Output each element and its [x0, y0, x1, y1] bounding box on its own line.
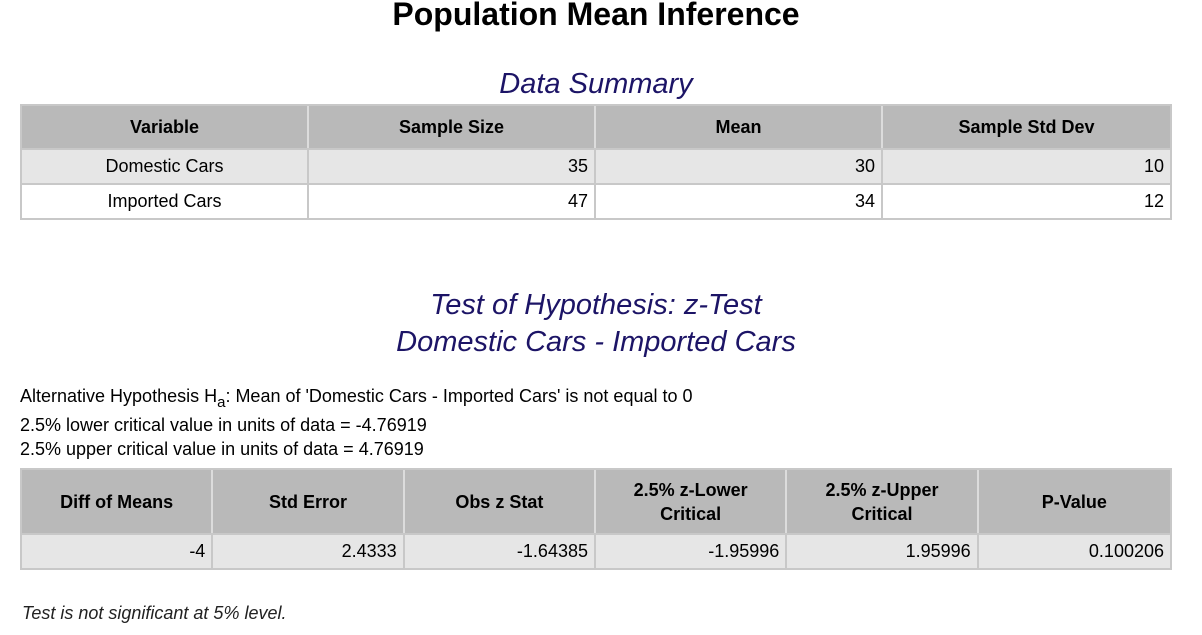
hypothesis-test-table [20, 468, 1172, 570]
cell-diff-of-means: -4 [22, 533, 213, 568]
upper-critical-value-line: 2.5% upper critical value in units of data = 4.76919 [20, 439, 424, 459]
column-header-mean: Mean [596, 106, 883, 148]
column-header-z-upper-critical: 2.5% z-Upper Critical [787, 470, 978, 533]
cell-z-lower-critical: -1.95996 [596, 533, 787, 568]
column-header-std-error: Std Error [213, 470, 404, 533]
column-header-sample-std-dev: Sample Std Dev [883, 106, 1170, 148]
cell-sample-size: 47 [309, 183, 596, 218]
cell-z-upper-critical: 1.95996 [787, 533, 978, 568]
cell-mean: 30 [596, 148, 883, 183]
table-row [22, 533, 1170, 568]
data-summary-title: Data Summary [499, 68, 693, 100]
test-conclusion: Test is not significant at 5% level. [22, 603, 287, 623]
cell-std-dev: 10 [883, 148, 1170, 183]
column-header-variable: Variable [22, 106, 309, 148]
cell-std-dev: 12 [883, 183, 1170, 218]
cell-variable: Domestic Cars [22, 148, 309, 183]
cell-std-error: 2.4333 [213, 533, 404, 568]
table-row [22, 148, 1170, 183]
hypothesis-test-subtitle: Domestic Cars - Imported Cars [396, 326, 796, 358]
table-header-row [22, 470, 1170, 533]
column-header-obs-z-stat: Obs z Stat [405, 470, 596, 533]
table-row [22, 183, 1170, 218]
column-header-p-value: P-Value [979, 470, 1170, 533]
cell-mean: 34 [596, 183, 883, 218]
hypothesis-test-title: Test of Hypothesis: z-Test [430, 289, 762, 321]
lower-critical-value-line: 2.5% lower critical value in units of data = -4.76919 [20, 415, 427, 435]
data-summary-table [20, 104, 1172, 220]
cell-p-value: 0.100206 [979, 533, 1170, 568]
alternative-hypothesis-line: Alternative Hypothesis $H_a$: Mean of 'Domestic Cars - Imported Cars' is not equal to 0 [20, 386, 693, 411]
page-title: Population Mean Inference [392, 0, 800, 32]
table-header-row [22, 106, 1170, 148]
cell-variable: Imported Cars [22, 183, 309, 218]
column-header-z-lower-critical: 2.5% z-Lower Critical [596, 470, 787, 533]
column-header-sample-size: Sample Size [309, 106, 596, 148]
cell-obs-z-stat: -1.64385 [405, 533, 596, 568]
column-header-diff-of-means: Diff of Means [22, 470, 213, 533]
cell-sample-size: 35 [309, 148, 596, 183]
